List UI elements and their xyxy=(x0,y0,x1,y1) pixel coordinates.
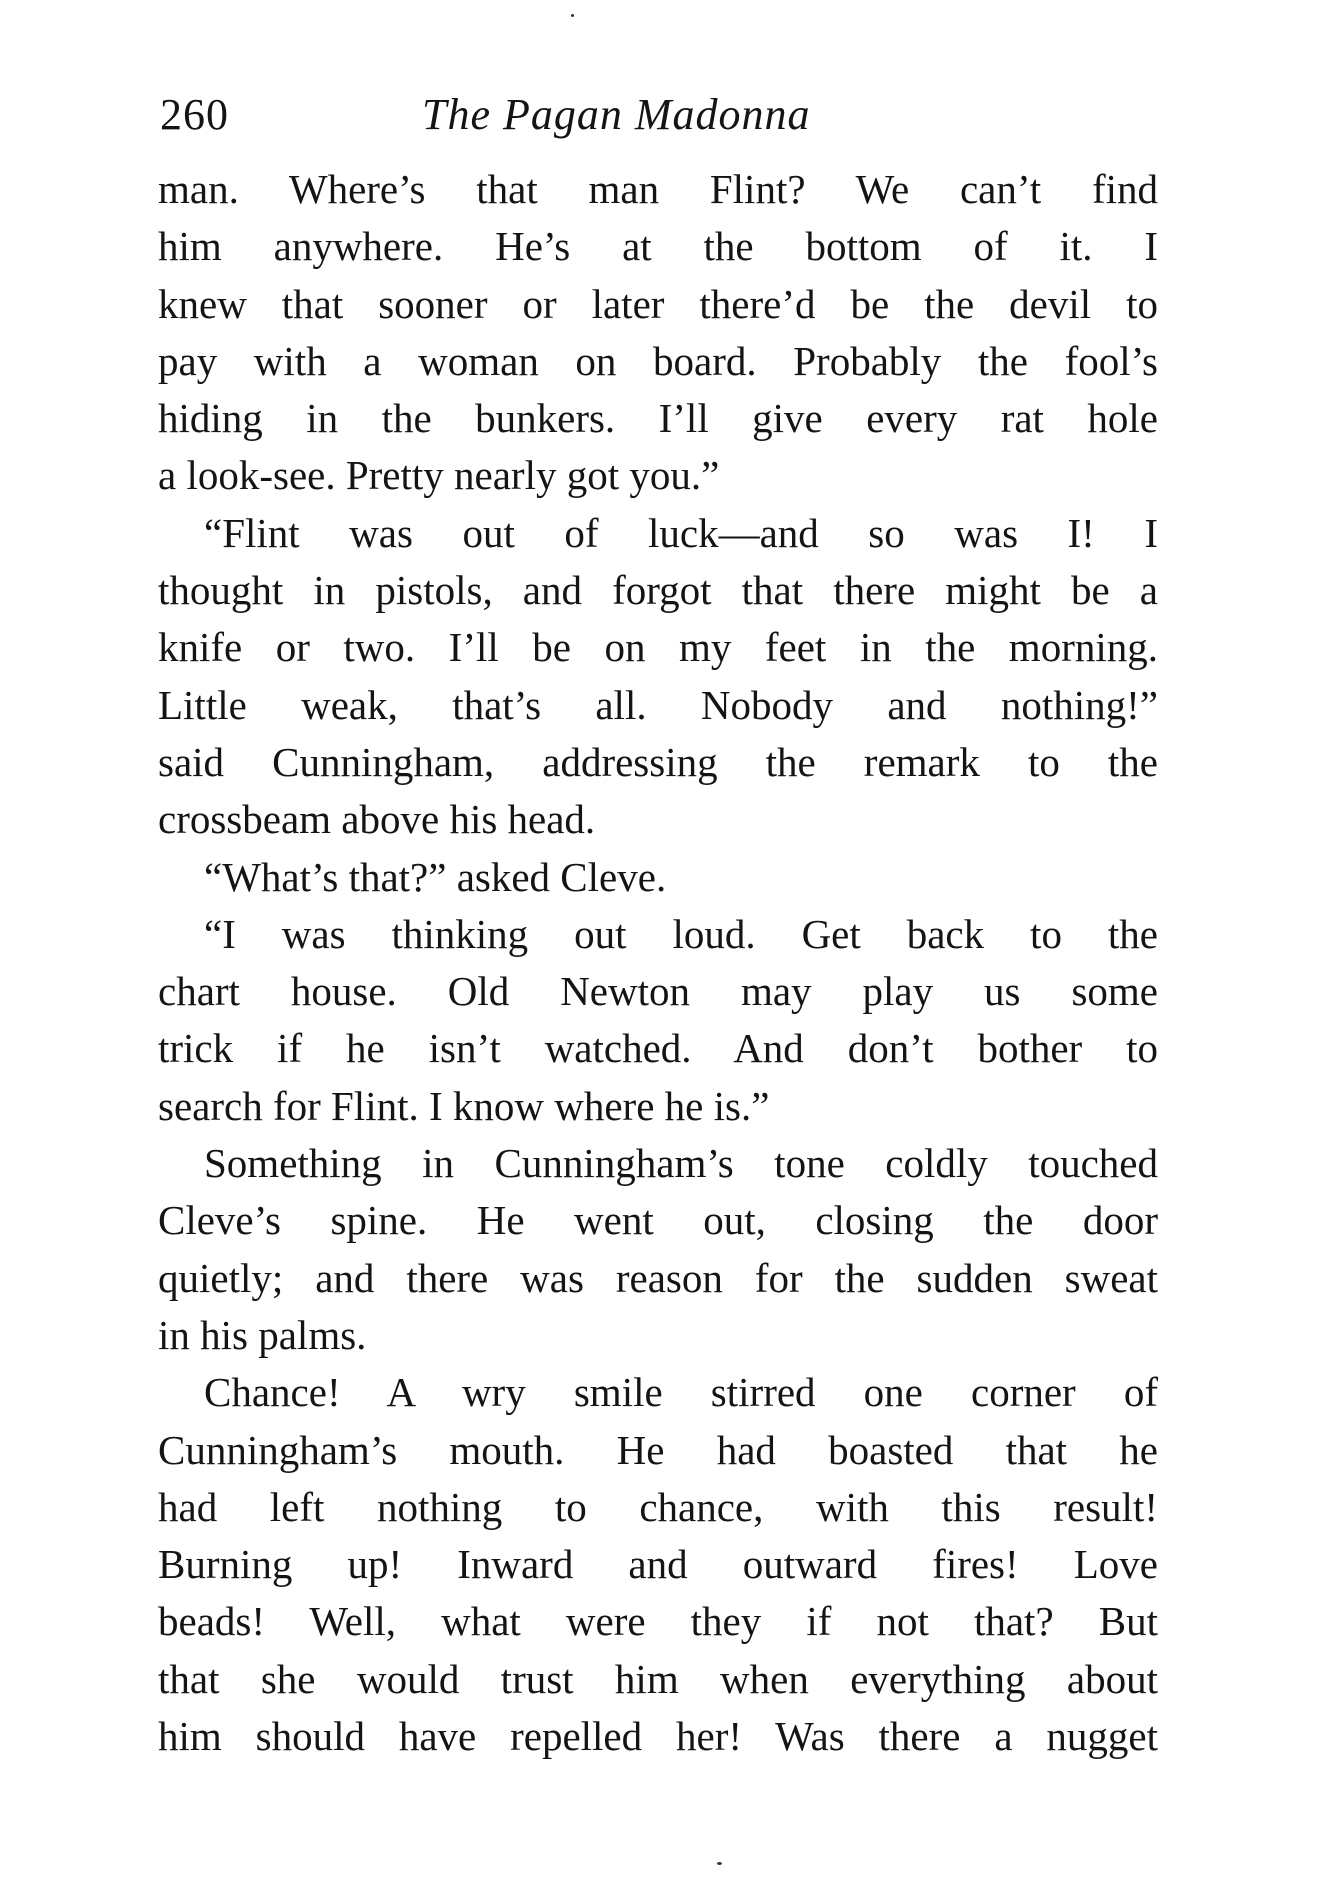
text-line: crossbeam above his head. xyxy=(158,796,596,843)
text-line: Little weak, that’s all. Nobody and nothing!” xyxy=(158,681,1158,728)
text-line: Cleve’s spine. He went out, closing the door xyxy=(158,1197,1158,1244)
scan-speck xyxy=(717,1862,722,1865)
text-line: a look-see. Pretty nearly got you.” xyxy=(158,452,720,499)
text-line: had left nothing to chance, with this result! xyxy=(158,1483,1158,1530)
text-line: man. Where’s that man Flint? We can’t find xyxy=(158,166,1158,212)
text-line: chart house. Old Newton may play us some xyxy=(158,968,1158,1015)
scan-speck xyxy=(571,14,574,17)
text-line: Burning up! Inward and outward fires! Love xyxy=(158,1541,1158,1588)
text-line: “I was thinking out loud. Get back to the xyxy=(204,910,1158,957)
text-line: beads! Well, what were they if not that? But xyxy=(158,1598,1158,1645)
text-line: Something in Cunningham’s tone coldly touched xyxy=(204,1140,1158,1187)
text-line: hiding in the bunkers. I’ll give every rat hole xyxy=(158,395,1158,442)
paragraph xyxy=(158,161,1158,505)
text-line: thought in pistols, and forgot that there might be a xyxy=(158,567,1158,614)
text-line: Cunningham’s mouth. He had boasted that he xyxy=(158,1426,1158,1473)
text-line: knife or two. I’ll be on my feet in the morning. xyxy=(158,624,1158,671)
text-line: quietly; and there was reason for the sudden sweat xyxy=(158,1254,1158,1301)
paragraph xyxy=(158,906,1158,1135)
text-line: “What’s that?” asked Cleve. xyxy=(204,853,667,900)
text-line: knew that sooner or later there’d be the devil to xyxy=(158,280,1158,327)
text-line: in his palms. xyxy=(158,1311,367,1358)
paragraph xyxy=(158,849,1158,906)
paragraph xyxy=(158,1364,1158,1765)
text-line: pay with a woman on board. Probably the fool’s xyxy=(158,337,1158,384)
text-line: search for Flint. I know where he is.” xyxy=(158,1082,770,1129)
text-line: him anywhere. He’s at the bottom of it. I xyxy=(158,223,1158,270)
paragraph xyxy=(158,1135,1158,1364)
page-number: 260 xyxy=(160,90,229,139)
text-line: Chance! A wry smile stirred one corner of xyxy=(204,1369,1158,1416)
text-line: said Cunningham, addressing the remark to the xyxy=(158,738,1158,785)
page-header xyxy=(160,80,1160,150)
text-line: him should have repelled her! Was there a nugget xyxy=(158,1713,1158,1760)
body-text xyxy=(158,161,1158,1765)
text-line: that she would trust him when everything about xyxy=(158,1655,1158,1702)
running-title: The Pagan Madonna xyxy=(422,90,811,139)
paragraph xyxy=(158,505,1158,849)
text-line: trick if he isn’t watched. And don’t bother to xyxy=(158,1025,1158,1072)
text-line: “Flint was out of luck—and so was I! I xyxy=(204,509,1158,556)
